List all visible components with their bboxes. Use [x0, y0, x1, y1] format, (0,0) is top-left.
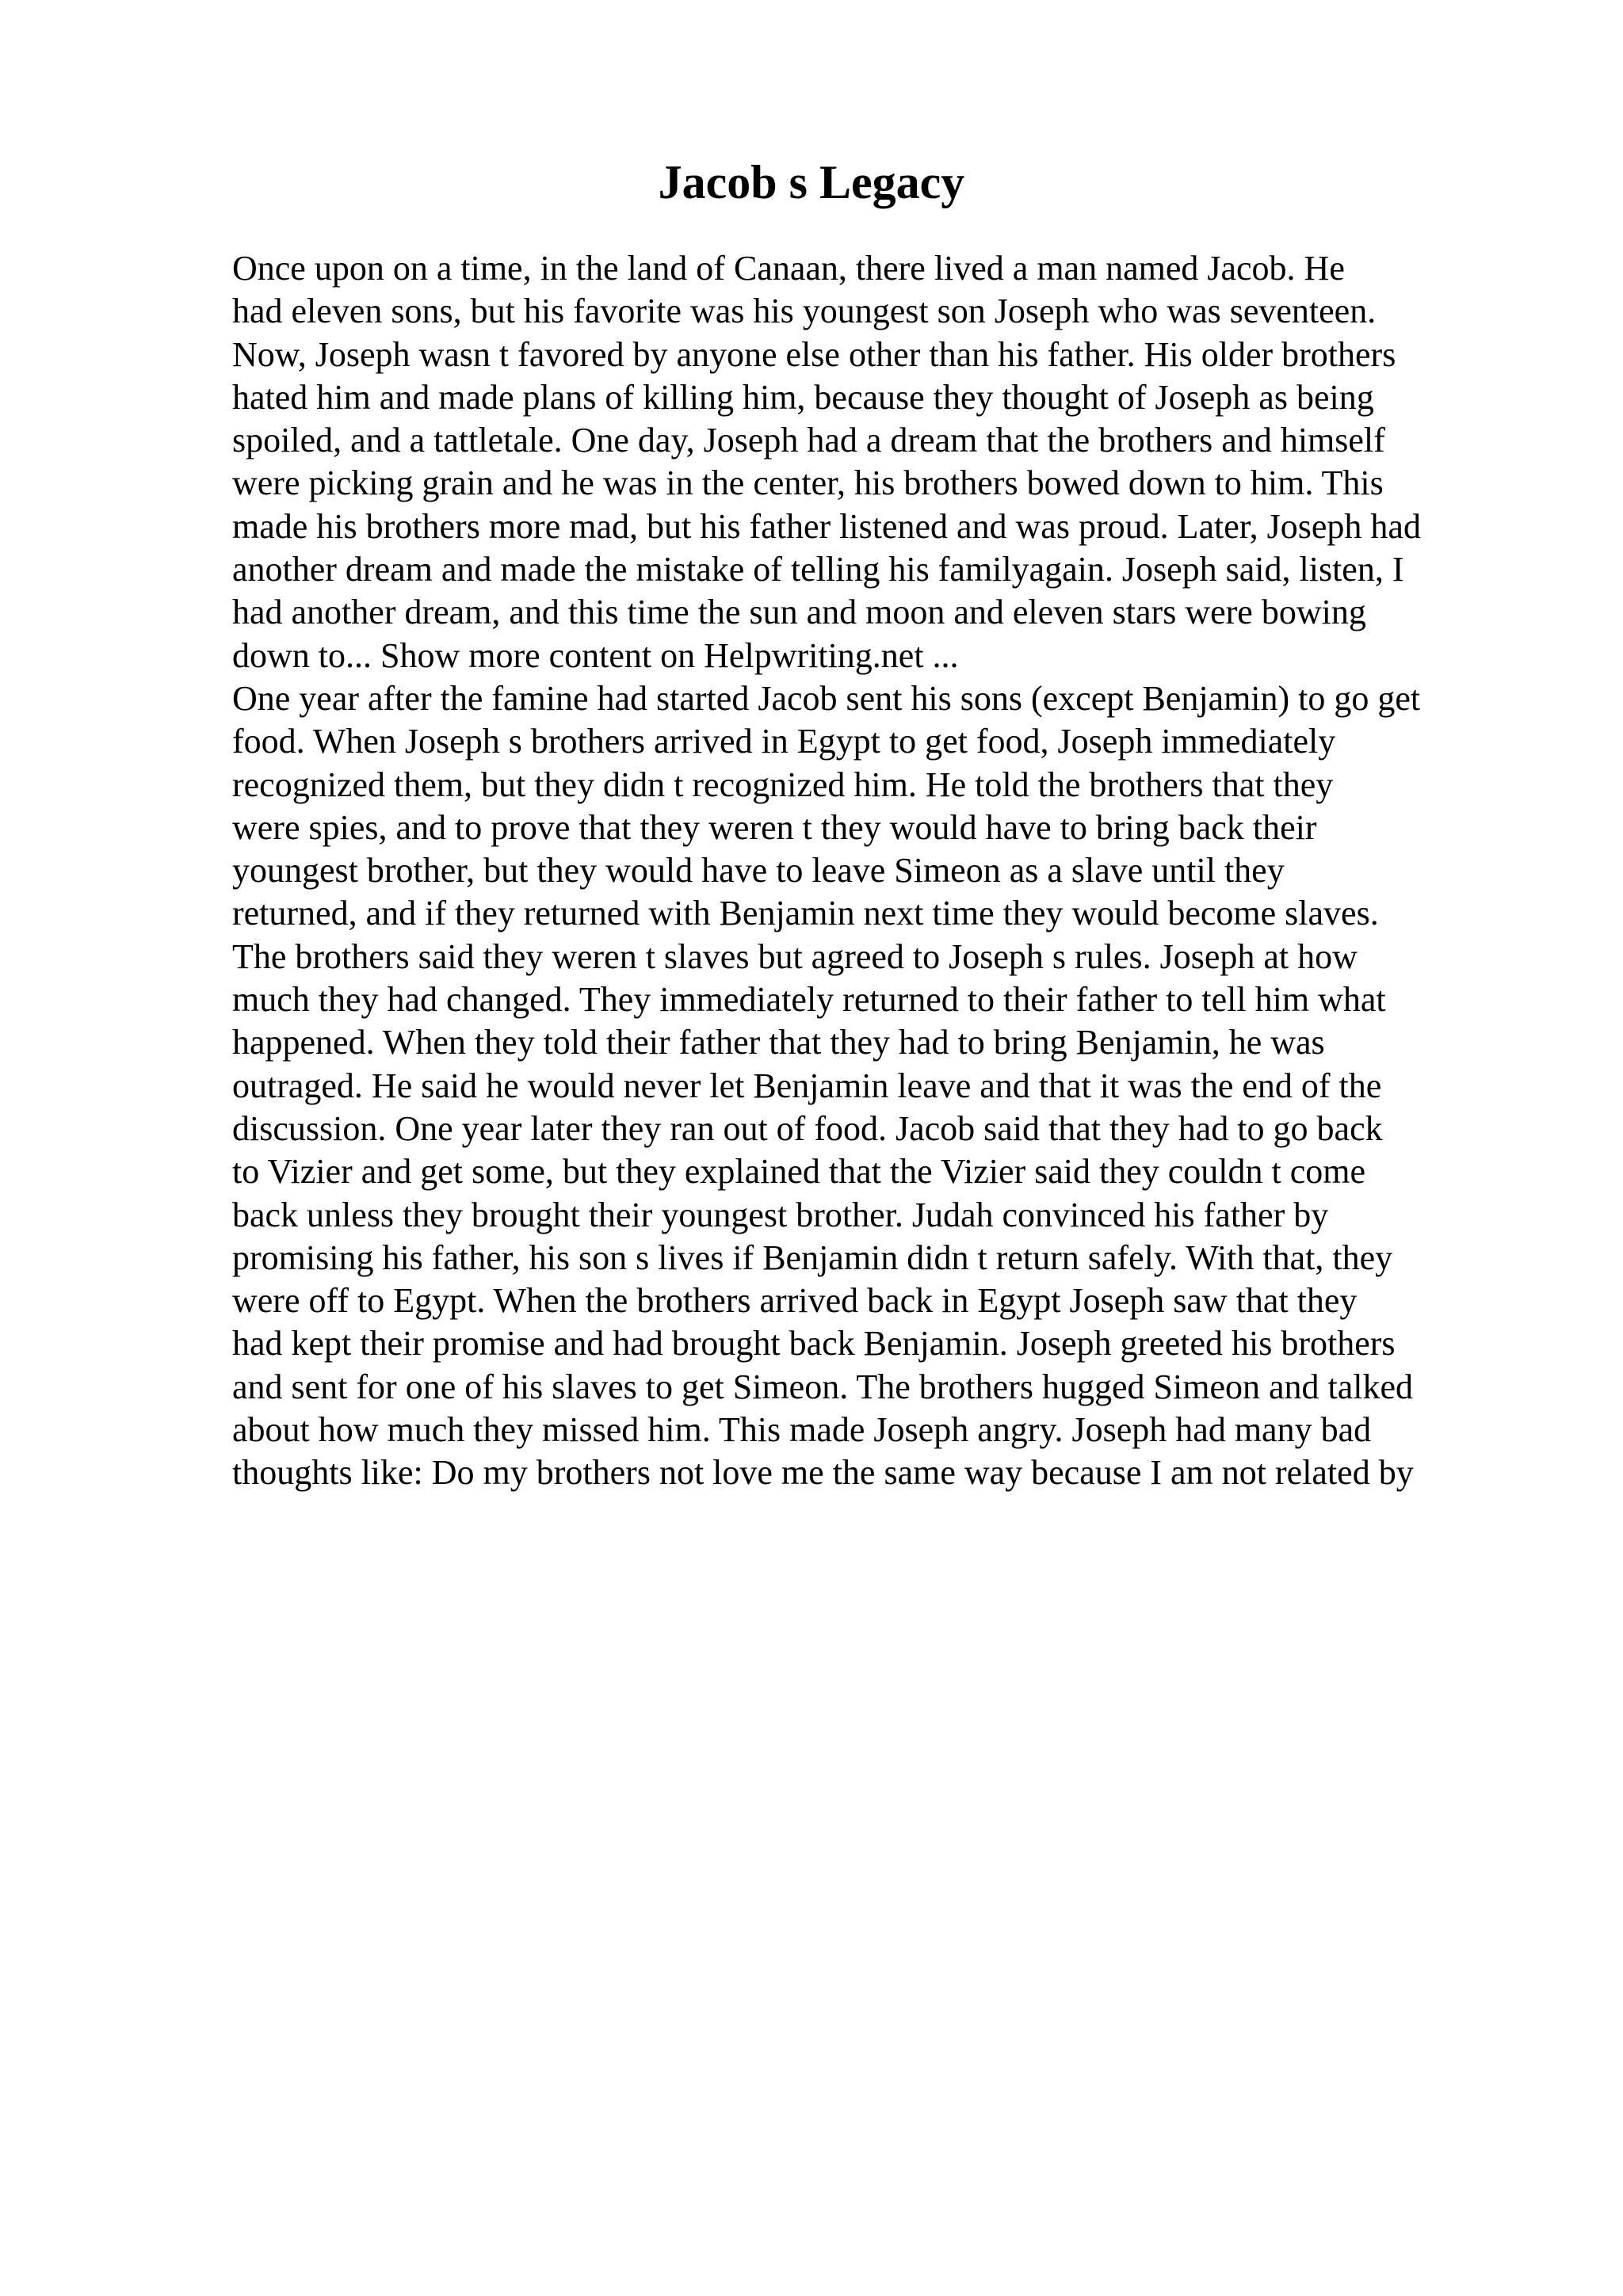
body-line: outraged. He said he would never let Benjamin leave and that it was the end of the [232, 1066, 1382, 1105]
body-line: to Vizier and get some, but they explained that the Vizier said they couldn t come [232, 1152, 1366, 1192]
body-line: hated him and made plans of killing him, because they thought of Joseph as being [232, 377, 1374, 417]
body-line: much they had changed. They immediately returned to their father to tell him what [232, 980, 1386, 1020]
body-line: happened. When they told their father that they had to bring Benjamin, he was [232, 1023, 1325, 1062]
body-line: promising his father, his son s lives if Benjamin didn t return safely. With that, they [232, 1238, 1393, 1277]
body-line: food. When Joseph s brothers arrived in Egypt to get food, Joseph immediately [232, 722, 1336, 761]
body-line: Now, Joseph wasn t favored by anyone else other than his father. His older brothers [232, 334, 1396, 374]
body-line: discussion. One year later they ran out of food. Jacob said that they had to go back [232, 1108, 1383, 1148]
body-line: returned, and if they returned with Benjamin next time they would become slaves. [232, 894, 1379, 933]
body-line: had eleven sons, but his favorite was his youngest son Joseph who was seventeen. [232, 292, 1377, 331]
show-more-line: down to... Show more content on Helpwriting.net ... [232, 635, 959, 675]
body-line: about how much they missed him. This made Joseph angry. Joseph had many bad [232, 1410, 1372, 1450]
body-line: another dream and made the mistake of telling his familyagain. Joseph said, listen, I [232, 550, 1404, 589]
body-line: and sent for one of his slaves to get Simeon. The brothers hugged Simeon and talked [232, 1367, 1414, 1406]
body-line: had another dream, and this time the sun and moon and eleven stars were bowing [232, 593, 1366, 632]
body-line: were picking grain and he was in the center, his brothers bowed down to him. This [232, 463, 1384, 503]
body-line: Once upon on a time, in the land of Canaan, there lived a man named Jacob. He [232, 249, 1345, 288]
body-line: had kept their promise and had brought back Benjamin. Joseph greeted his brothers [232, 1324, 1396, 1363]
body-line: youngest brother, but they would have to leave Simeon as a slave until they [232, 851, 1285, 891]
document-body [232, 247, 1516, 1495]
body-line: spoiled, and a tattletale. One day, Joseph had a dream that the brothers and himself [232, 421, 1385, 460]
body-line: The brothers said they weren t slaves but agreed to Joseph s rules. Joseph at how [232, 936, 1358, 976]
body-line: thoughts like: Do my brothers not love me the same way because I am not related by [232, 1453, 1414, 1493]
body-line: made his brothers more mad, but his father listened and was proud. Later, Joseph had [232, 506, 1421, 546]
document-title: Jacob s Legacy [658, 156, 965, 208]
body-line: were spies, and to prove that they weren t they would have to bring back their [232, 807, 1317, 847]
body-line: recognized them, but they didn t recognized him. He told the brothers that they [232, 765, 1334, 804]
body-line: back unless they brought their youngest brother. Judah convinced his father by [232, 1195, 1329, 1234]
body-line: were off to Egypt. When the brothers arrived back in Egypt Joseph saw that they [232, 1281, 1358, 1321]
body-line: One year after the famine had started Jacob sent his sons (except Benjamin) to go get [232, 678, 1421, 718]
